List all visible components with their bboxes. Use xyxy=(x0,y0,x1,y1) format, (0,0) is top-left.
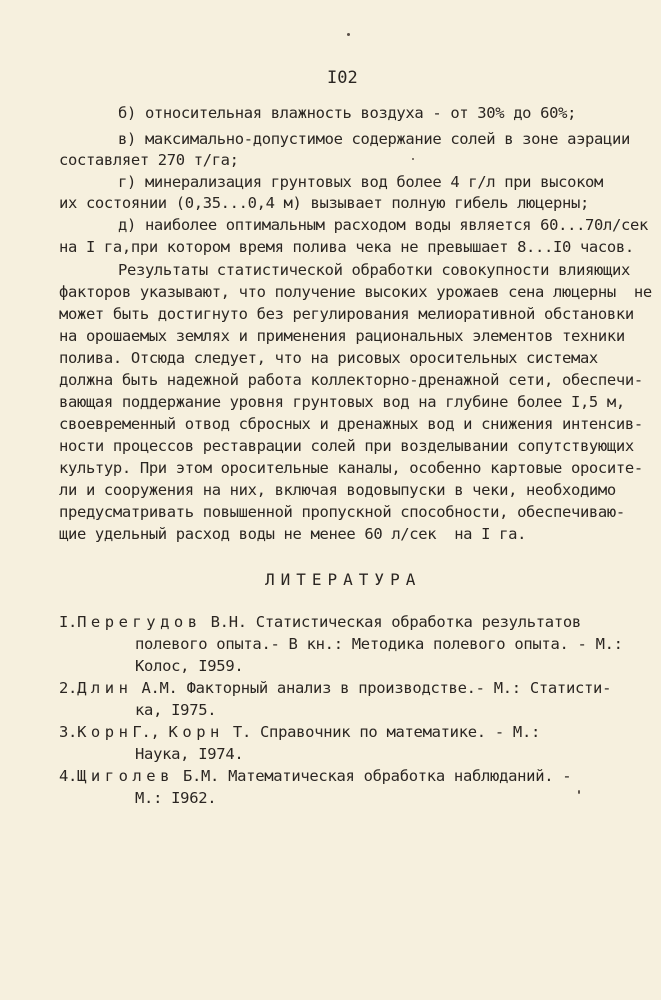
body-line: в) максимально-допустимое содержание солей в зоне аэрации xyxy=(118,130,630,148)
page-number: I02 xyxy=(327,68,358,88)
body-line: вающая поддержание уровня грунтовых вод на глубине более I,5 м, xyxy=(59,393,625,411)
body-line: б) относительная влажность воздуха - от 30% до 60%; xyxy=(118,104,577,122)
reference-text-line: Наука, I974. xyxy=(135,745,244,763)
reference-author-initials: Г., xyxy=(132,723,169,741)
reference-text-line: В.Н. Статистическая обработка результатов xyxy=(210,613,581,631)
body-line: на I га,при котором время полива чека не превышает 8...I0 часов. xyxy=(59,238,634,256)
reference-number: 2. xyxy=(59,679,78,697)
reference-first-line xyxy=(59,766,571,786)
reference-first-line xyxy=(59,722,540,742)
body-line: г) минерализация грунтовых вод более 4 г/л при высоком xyxy=(118,173,604,191)
reference-text-line: Колос, I959. xyxy=(135,657,244,675)
body-line: д) наиболее оптимальным расходом воды является 60...70л/сек xyxy=(118,216,648,234)
reference-first-line xyxy=(59,612,581,632)
reference-author-surname: Щиголев xyxy=(77,767,174,785)
body-line: своевременный отвод сбросных и дренажных вод и снижения интенсив- xyxy=(59,415,643,433)
references-heading: ЛИТЕРАТУРА xyxy=(265,570,422,589)
reference-text-line: М.: I962. xyxy=(135,789,217,807)
body-line: их состоянии (0,35...0,4 м) вызывает полную гибель люцерны; xyxy=(59,194,589,212)
reference-author-surname: Перегудов xyxy=(77,613,202,631)
body-line: ности процессов реставрации солей при возделывании сопутствующих xyxy=(59,437,634,455)
body-line: полива. Отсюда следует, что на рисовых оросительных системах xyxy=(59,349,598,367)
body-line: культур. При этом оросительные каналы, особенно картовые оросите- xyxy=(59,459,643,477)
reference-text-line: Т. Справочник по математике. - М.: xyxy=(232,723,541,741)
body-line: должна быть надежной работа коллекторно-дренажной сети, обеспечи- xyxy=(59,371,643,389)
paper-speck xyxy=(412,158,414,160)
reference-text-line: полевого опыта.- В кн.: Методика полевого опыта. - М.: xyxy=(135,635,623,653)
reference-text-line: А.М. Факторный анализ в производстве.- М.: Статисти- xyxy=(141,679,612,697)
reference-text-line: Б.М. Математическая обработка наблюданий. - xyxy=(182,767,572,785)
body-line: на орошаемых землях и применения рациональных элементов техники xyxy=(59,327,625,345)
reference-text-line: ка, I975. xyxy=(135,701,217,719)
reference-author-surname: Корн xyxy=(168,723,224,741)
body-line: ли и сооружения на них, включая водовыпуски в чеки, необходимо xyxy=(59,481,616,499)
reference-author-surname: Корн xyxy=(77,723,133,741)
body-line: предусматривать повышенной пропускной способности, обеспечиваю- xyxy=(59,503,625,521)
reference-number: 3. xyxy=(59,723,78,741)
body-line: факторов указывают, что получение высоких урожаев сена люцерны не xyxy=(59,283,652,301)
reference-first-line xyxy=(59,678,611,698)
paper-speck xyxy=(578,790,580,794)
body-line: может быть достигнуто без регулирования мелиоративной обстановки xyxy=(59,305,634,323)
body-line: составляет 270 т/га; xyxy=(59,151,239,169)
body-line: щие удельный расход воды не менее 60 л/сек на I га. xyxy=(59,525,527,543)
reference-number: I. xyxy=(59,613,78,631)
reference-number: 4. xyxy=(59,767,78,785)
reference-author-surname: Длин xyxy=(77,679,133,697)
body-line: Результаты статистической обработки совокупности влияющих xyxy=(118,261,630,279)
paper-speck xyxy=(347,33,350,36)
